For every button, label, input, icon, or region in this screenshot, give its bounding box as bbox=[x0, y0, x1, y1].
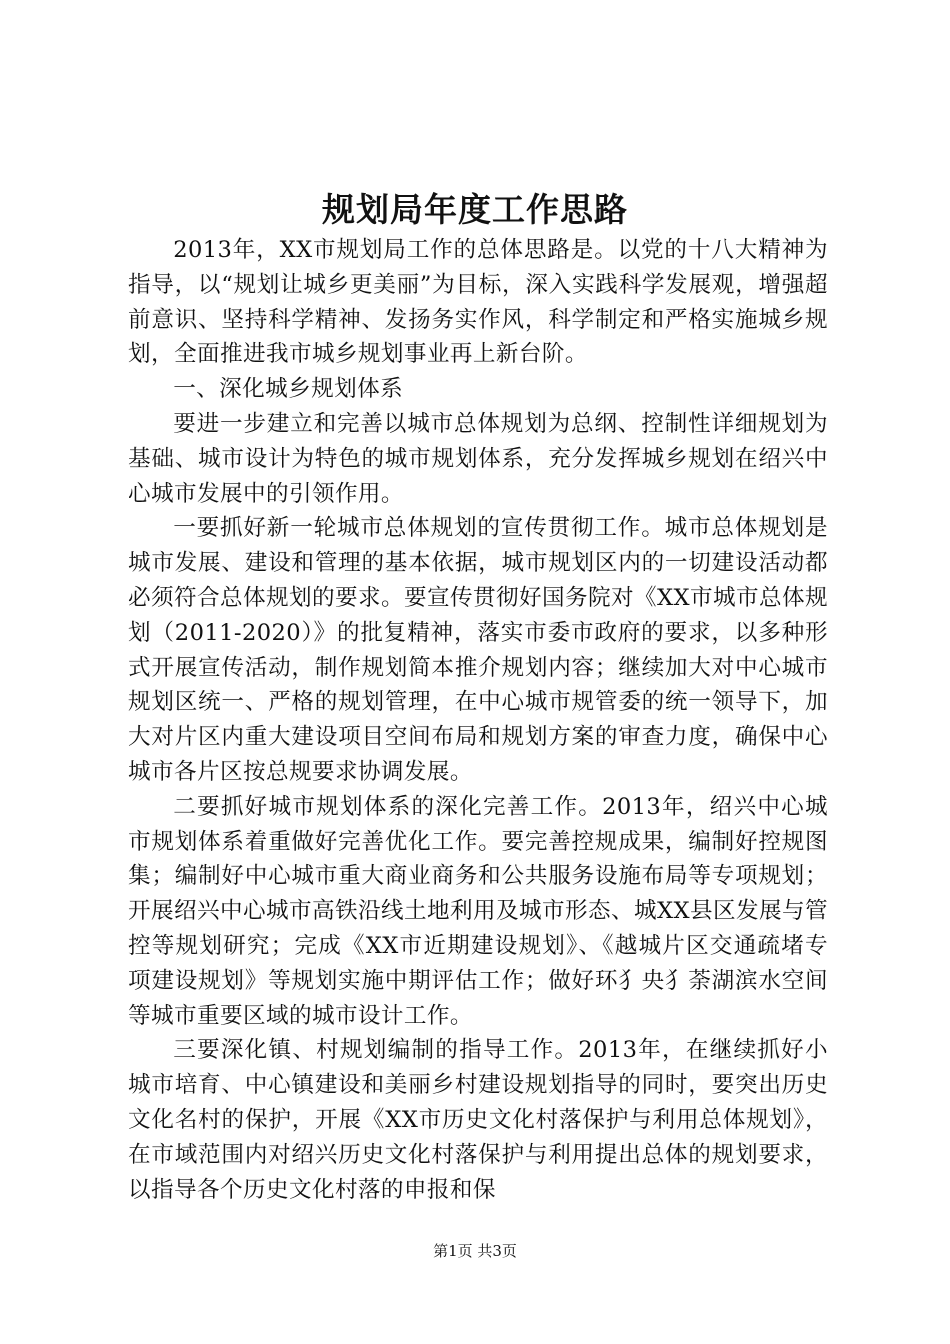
document-body bbox=[128, 233, 828, 1207]
paragraph-item-1: 一要抓好新一轮城市总体规划的宣传贯彻工作。城市总体规划是城市发展、建设和管理的基本依据，城市规划区内的一切建设活动都必须符合总体规划的要求。要宣传贯彻好国务院对《XX市城市总体规划（2011-2020）》的批复精神，落实市委市政府的要求，以多种形式开展宣传活动，制作规划简本推介规划内容；继续加大对中心城市规划区统一、严格的规划管理，在中心城市规管委的统一领导下，加大对片区内重大建设项目空间布局和规划方案的审查力度，确保中心城市各片区按总规要求协调发展。 bbox=[128, 515, 828, 785]
paragraph-section-1-intro: 要进一步建立和完善以城市总体规划为总纲、控制性详细规划为基础、城市设计为特色的城市规划体系，充分发挥城乡规划在绍兴中心城市发展中的引领作用。 bbox=[128, 410, 828, 507]
paragraph-item-3: 三要深化镇、村规划编制的指导工作。2013年，在继续抓好小城市培育、中心镇建设和美丽乡村建设规划指导的同时，要突出历史文化名村的保护，开展《XX市历史文化村落保护与利用总体规划》，在市域范围内对绍兴历史文化村落保护与利用提出总体的规划要求，以指导各个历史文化村落的申报和保 bbox=[128, 1037, 828, 1203]
section-heading-1: 一、深化城乡规划体系 bbox=[173, 376, 404, 403]
paragraph-overall-approach: 2013年，XX市规划局工作的总体思路是。以党的十八大精神为指导，以“规划让城乡更美丽”为目标，深入实践科学发展观，增强超前意识、坚持科学精神、发扬务实作风，科学制定和严格实施城乡规划，全面推进我市城乡规划事业再上新台阶。 bbox=[128, 237, 828, 368]
paragraph-item-2: 二要抓好城市规划体系的深化完善工作。2013年，绍兴中心城市规划体系着重做好完善优化工作。要完善控规成果，编制好控规图集；编制好中心城市重大商业商务和公共服务设施布局等专项规划；开展绍兴中心城市高铁沿线土地利用及城市形态、城XX县区发展与管控等规划研究；完成《XX市近期建设规划》、《越城片区交通疏堵专项建设规划》等规划实施中期评估工作；做好环犭央犭荼湖滨水空间等城市重要区域的城市设计工作。 bbox=[128, 793, 828, 1029]
document-title: 规划局年度工作思路 bbox=[322, 190, 628, 229]
page-number-footer: 第1页 共3页 bbox=[433, 1242, 517, 1260]
